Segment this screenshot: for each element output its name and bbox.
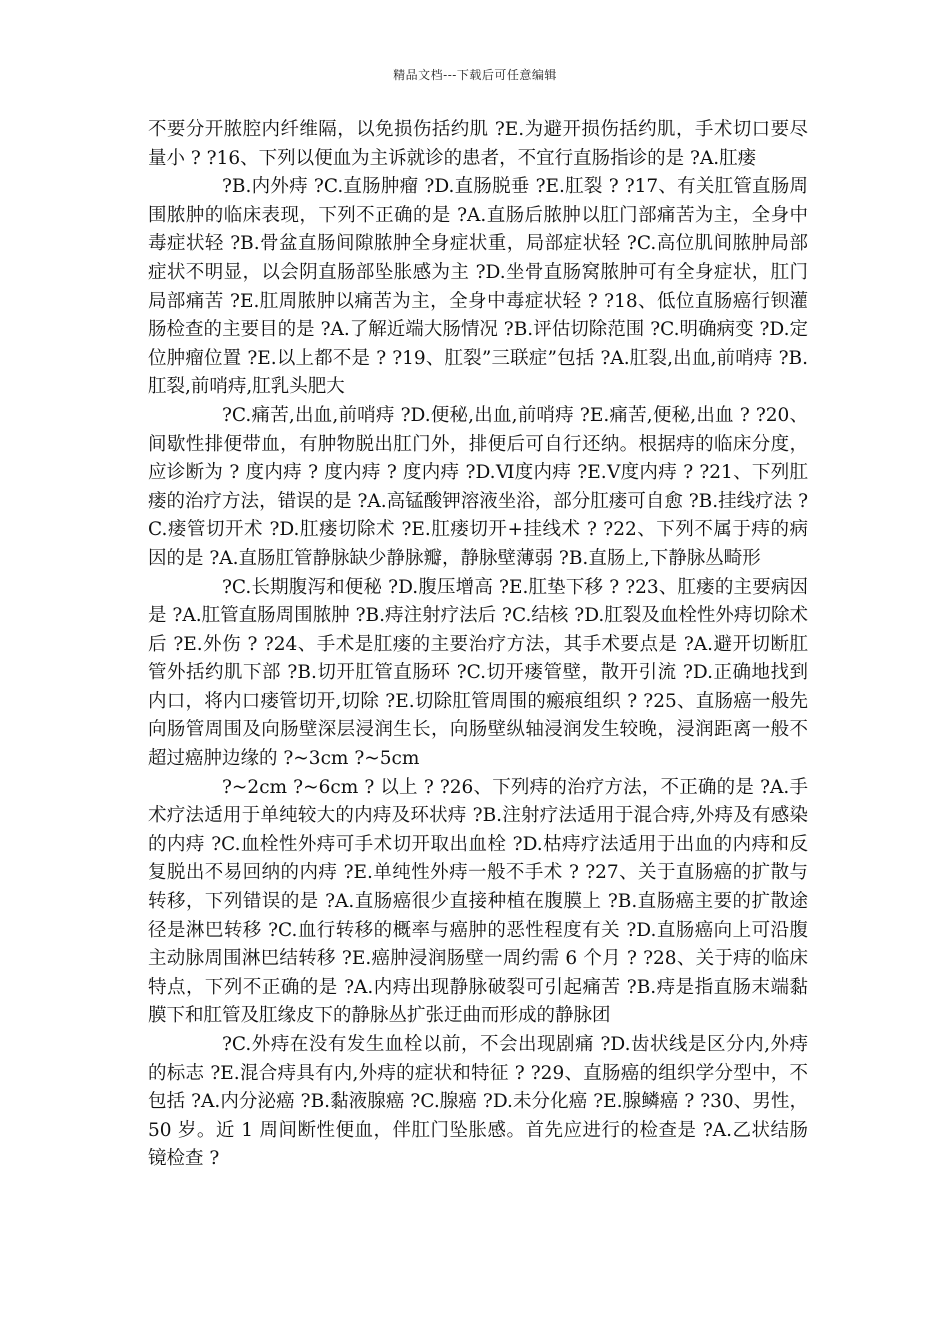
paragraph-6: ?C.外痔在没有发生血栓以前，不会出现剧痛 ?D.齿状线是区分内,外痔的标志 ?E.混合痔具有内,外痔的症状和特征 ? ?29、直肠癌的组织学分型中，不包括 ?A.内分泌癌 ?B.黏液腺癌 ?C.腺癌 ?D.未分化癌 ?E.腺鳞癌 ? ?30、男性，50 岁。近 1 周间断性便血，伴肛门坠胀感。首先应进行的检查是 ?A.乙状结肠镜检查 ? bbox=[148, 1034, 808, 1170]
paragraph-5: ?~2cm ?~6cm ? 以上 ? ?26、下列痔的治疗方法，不正确的是 ?A.手术疗法适用于单纯较大的内痔及环状痔 ?B.注射疗法适用于混合痔,外痔及有感染的内痔 ?C.血栓性外痔可手术切开取出血栓 ?D.枯痔疗法适用于出血的内痔和反复脱出不易回纳的内痔 ?E.单纯性外痔一般不手术 ? ?27、关于直肠癌的扩散与转移，下列错误的是 ?A.直肠癌很少直接种植在腹膜上 ?B.直肠癌主要的扩散途径是淋巴转移 ?C.血行转移的概率与癌肿的恶性程度有关 ?D.直肠癌向上可沿腹主动脉周围淋巴结转移 ?E.癌肿浸润肠壁一周约需 6 个月 ? ?28、关于痔的临床特点，下列不正确的是 ?A.内痔出现静脉破裂可引起痛苦 ?B.痔是指直肠末端黏膜下和肛管及肛缘皮下的静脉丛扩张迂曲而形成的静脉团 bbox=[148, 776, 808, 1027]
paragraph-1: 不要分开脓腔内纤维隔，以免损伤括约肌 ?E.为避开损伤括约肌，手术切口要尽量小 ? ?16、下列以便血为主诉就诊的患者，不宜行直肠指诊的是 ?A.肛瘘 bbox=[148, 119, 808, 169]
paragraph-2: ?B.内外痔 ?C.直肠肿瘤 ?D.直肠脱垂 ?E.肛裂 ? ?17、有关肛管直肠周围脓肿的临床表现，下列不正确的是 ?A.直肠后脓肿以肛门部痛苦为主，全身中毒症状轻 ?B.骨盆直肠间隙脓肿全身症状重，局部症状轻 ?C.高位肌间脓肿局部症状不明显，以会阴直肠部坠胀感为主 ?D.坐骨直肠窝脓肿可有全身症状，肛门局部痛苦 ?E.肛周脓肿以痛苦为主，全身中毒症状轻 ? ?18、低位直肠癌行钡灌肠检查的主要目的是 ?A.了解近端大肠情况 ?B.评估切除范围 ?C.明确病变 ?D.定位肿瘤位置 ?E.以上都不是 ? ?19、肛裂”三联症”包括 ?A.肛裂,出血,前哨痔 ?B.肛裂,前哨痔,肛乳头肥大 bbox=[148, 176, 808, 398]
page-header: 精品文档---下载后可任意编辑 bbox=[393, 68, 557, 82]
paragraph-4: ?C.长期腹泻和便秘 ?D.腹压增高 ?E.肛垫下移 ? ?23、肛瘘的主要病因是 ?A.肛管直肠周围脓肿 ?B.痔注射疗法后 ?C.结核 ?D.肛裂及血栓性外痔切除术后 ?E.外伤 ? ?24、手术是肛瘘的主要治疗方法，其手术要点是 ?A.避开切断肛管外括约肌下部 ?B.切开肛管直肠环 ?C.切开瘘管壁，散开引流 ?D.正确地找到内口，将内口瘘管切开,切除 ?E.切除肛管周围的瘢痕组织 ? ?25、直肠癌一般先向肠管周围及向肠壁深层浸润生长，向肠壁纵轴浸润发生较晚，浸润距离一般不超过癌肿边缘的 ?~3cm ?~5cm bbox=[148, 576, 808, 770]
paragraph-3: ?C.痛苦,出血,前哨痔 ?D.便秘,出血,前哨痔 ?E.痛苦,便秘,出血 ? ?20、间歇性排便带血，有肿物脱出肛门外，排便后可自行还纳。根据痔的临床分度，应诊断为 ? 度内痔 ? 度内痔 ? 度内痔 ?D.Ⅵ度内痔 ?E.Ⅴ度内痔 ? ?21、下列肛瘘的治疗方法，错误的是 ?A.高锰酸钾溶液坐浴，部分肛瘘可自愈 ?B.挂线疗法 ?C.瘘管切开术 ?D.肛瘘切除术 ?E.肛瘘切开+挂线术 ? ?22、下列不属于痔的病因的是 ?A.直肠肛管静脉缺少静脉瓣，静脉壁薄弱 ?B.直肠上,下静脉丛畸形 bbox=[148, 404, 808, 569]
document-body bbox=[148, 116, 808, 1174]
